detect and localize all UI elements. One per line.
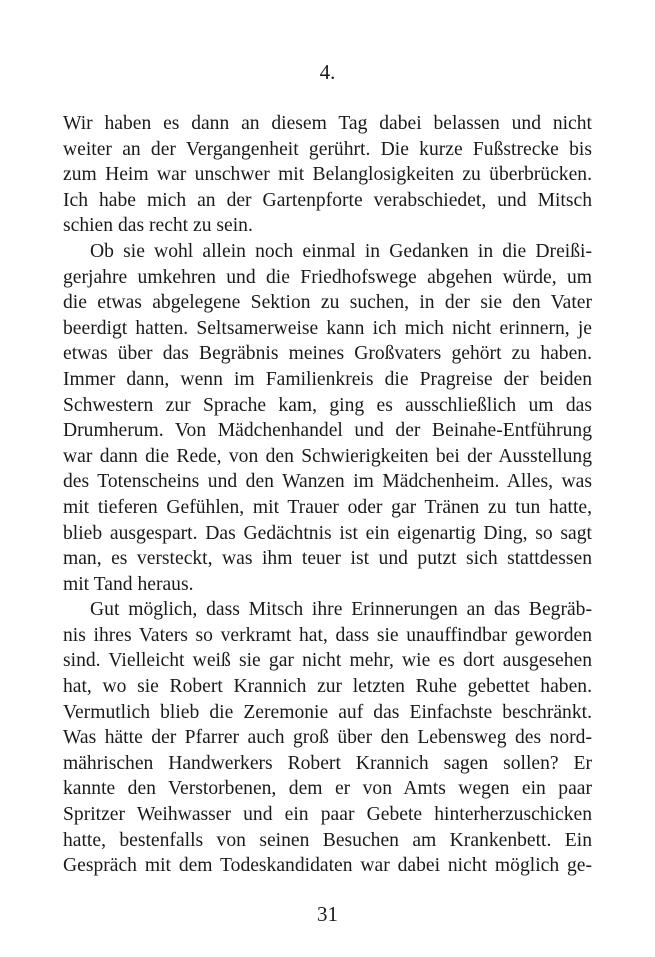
text-line: mit Tand heraus. bbox=[63, 573, 194, 595]
text-line: Was hätte der Pfarrer auch groß über den Lebensweg des nord- bbox=[63, 727, 592, 749]
text-line: blieb ausgespart. Das Gedächtnis ist ein eigenartig Ding, so sagt bbox=[63, 522, 592, 544]
text-line: mährischen Handwerkers Robert Krannich sagen sollen? Er bbox=[63, 752, 592, 774]
page-number: 31 bbox=[317, 902, 338, 926]
text-line: beerdigt hatten. Seltsamerweise kann ich mich nicht erinnern, je bbox=[63, 317, 592, 339]
text-line: Ich habe mich an der Gartenpforte verabschiedet, und Mitsch bbox=[63, 189, 592, 211]
text-line: Schwestern zur Sprache kam, ging es ausschließlich um das bbox=[63, 394, 592, 416]
text-line: sind. Vielleicht weiß sie gar nicht mehr, wie es dort ausgesehen bbox=[63, 650, 592, 672]
text-line: Spritzer Weihwasser und ein paar Gebete hinterherzuschicken bbox=[63, 804, 592, 826]
text-line: weiter an der Vergangenheit gerührt. Die kurze Fußstrecke bis bbox=[63, 138, 592, 160]
text-line: gerjahre umkehren und die Friedhofswege abgehen würde, um bbox=[63, 266, 592, 288]
text-line: man, es versteckt, was ihm teuer ist und putzt sich stattdessen bbox=[63, 548, 592, 570]
body-text bbox=[63, 111, 592, 879]
text-line: Gespräch mit dem Todeskandidaten war dabei nicht möglich ge- bbox=[63, 855, 592, 877]
text-line: war dann die Rede, von den Schwierigkeiten bei der Ausstellung bbox=[63, 445, 592, 467]
text-line: nis ihres Vaters so verkramt hat, dass sie unauffindbar geworden bbox=[63, 624, 592, 646]
text-line: Ob sie wohl allein noch einmal in Gedanken in die Dreißi- bbox=[90, 240, 592, 262]
chapter-number: 4. bbox=[319, 60, 336, 84]
text-line: Vermutlich blieb die Zeremonie auf das Einfachste beschränkt. bbox=[63, 701, 592, 723]
text-line: die etwas abgelegene Sektion zu suchen, in der sie den Vater bbox=[63, 292, 592, 314]
text-line: des Totenscheins und den Wanzen im Mädchenheim. Alles, was bbox=[63, 471, 592, 493]
text-line: Drumherum. Von Mädchenhandel und der Beinahe-Entführung bbox=[63, 420, 592, 442]
text-line: zum Heim war unschwer mit Belanglosigkeiten zu überbrücken. bbox=[63, 164, 592, 186]
text-line: schien das recht zu sein. bbox=[63, 215, 253, 237]
text-line: etwas über das Begräbnis meines Großvaters gehört zu haben. bbox=[63, 343, 592, 365]
text-line: kannte den Verstorbenen, dem er von Amts wegen ein paar bbox=[63, 778, 592, 800]
text-line: mit tieferen Gefühlen, mit Trauer oder gar Tränen zu tun hatte, bbox=[63, 496, 592, 518]
text-line: Gut möglich, dass Mitsch ihre Erinnerungen an das Begräb- bbox=[90, 599, 592, 621]
text-line: hat, wo sie Robert Krannich zur letzten Ruhe gebettet haben. bbox=[63, 676, 592, 698]
text-line: Immer dann, wenn im Familienkreis die Pragreise der beiden bbox=[63, 368, 592, 390]
text-line: hatte, bestenfalls von seinen Besuchen am Krankenbett. Ein bbox=[63, 829, 592, 851]
text-line: Wir haben es dann an diesem Tag dabei belassen und nicht bbox=[63, 113, 592, 134]
